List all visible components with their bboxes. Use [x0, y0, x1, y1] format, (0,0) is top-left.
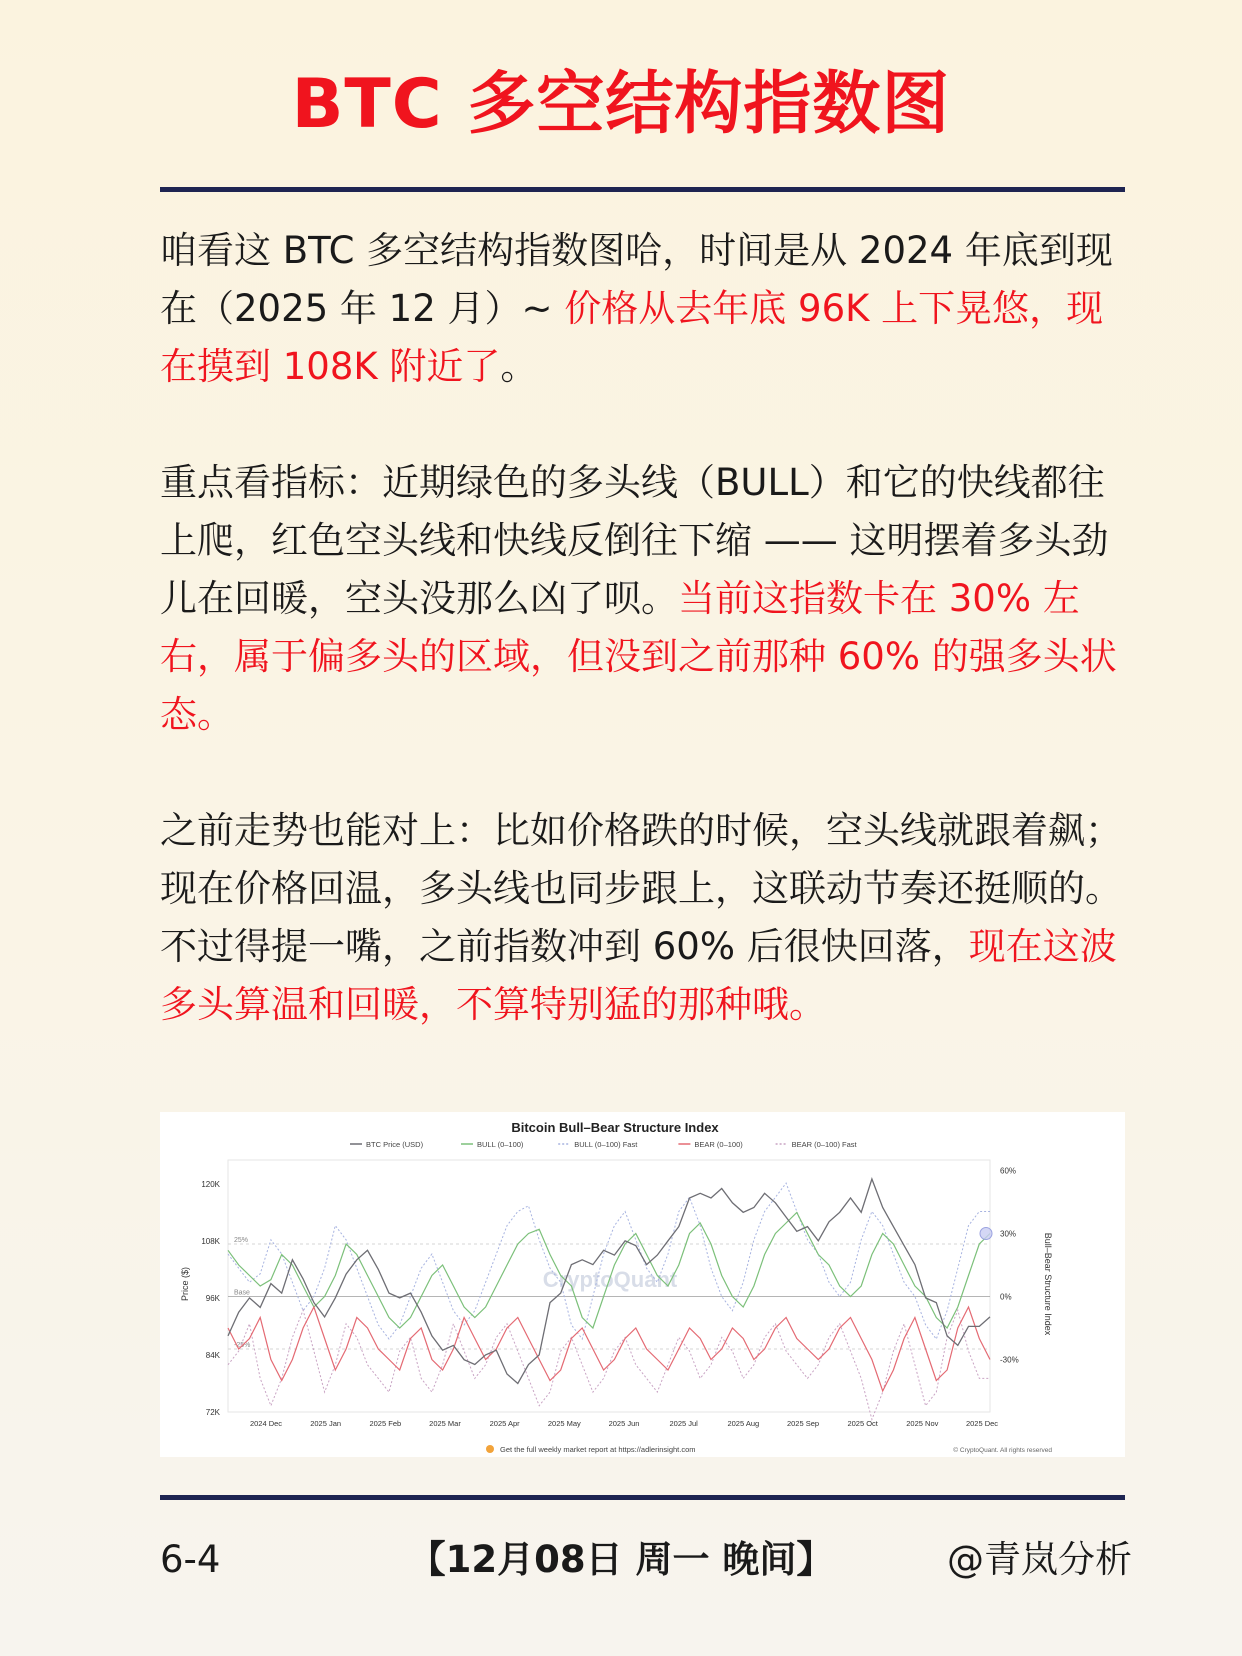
y2-tick-label: -30% — [1000, 1355, 1019, 1365]
text-segment: 之前走势也能对上：比如价格跌的时候，空头线就跟着飙；现在价格回温，多头线也同步跟上，这联动节奏还挺顺的。不过得提一嘴，之前指数冲到 60% 后很快回落， — [160, 809, 1122, 968]
reference-label: Base — [234, 1289, 250, 1297]
legend-label: BEAR (0–100) — [694, 1140, 743, 1149]
chart-y-label: Price ($) — [180, 1266, 190, 1302]
bull-bear-chart — [160, 1112, 1125, 1457]
legend-label: BTC Price (USD) — [366, 1140, 424, 1149]
x-tick-label: 2025 Feb — [369, 1419, 402, 1428]
chart-bottom-badge — [486, 1445, 494, 1453]
y-tick-label: 120K — [201, 1179, 220, 1189]
top-divider — [160, 187, 1125, 192]
y-tick-label: 108K — [201, 1236, 220, 1246]
paragraph-1 — [160, 222, 1135, 396]
y2-tick-label: 30% — [1000, 1229, 1017, 1239]
y-tick-label: 84K — [205, 1350, 220, 1360]
chart-y2-label: Bull–Bear Structure Index — [1043, 1232, 1053, 1336]
date-label: 【12月08日 周一 晚间】 — [408, 1538, 834, 1581]
y-tick-label: 72K — [205, 1408, 220, 1417]
chart-watermark: CryptoQuant — [542, 1267, 678, 1292]
x-tick-label: 2025 Mar — [429, 1419, 461, 1428]
chart-footer-note: Get the full weekly market report at https://adlerinsight.com — [500, 1445, 696, 1454]
x-tick-label: 2025 Oct — [847, 1419, 878, 1428]
text-segment: 现在这波多头算温和回暖，不算特别猛的那种哦。 — [160, 925, 1117, 1026]
y-tick-label: 96K — [205, 1293, 220, 1303]
bottom-divider — [160, 1495, 1125, 1500]
x-tick-label: 2025 Nov — [906, 1419, 939, 1428]
x-tick-label: 2025 Aug — [727, 1419, 760, 1428]
x-tick-label: 2025 Jan — [310, 1419, 342, 1428]
legend-label: BEAR (0–100) Fast — [791, 1140, 857, 1149]
x-tick-label: 2025 Apr — [489, 1419, 520, 1428]
x-tick-label: 2025 May — [547, 1419, 581, 1428]
reference-label: 25% — [234, 1237, 249, 1244]
article-body — [160, 222, 1135, 1092]
page-number: 6-4 — [160, 1538, 221, 1581]
current-value-marker — [980, 1228, 992, 1240]
x-tick-label: 2025 Dec — [965, 1419, 999, 1428]
text-segment: 。 — [500, 345, 538, 388]
chart-title: Bitcoin Bull–Bear Structure Index — [511, 1120, 719, 1135]
y2-tick-label: 0% — [1000, 1292, 1012, 1302]
bull-fast-line — [228, 1183, 990, 1339]
text-segment: 咱看这 BTC 多空结构指数图哈，时间是从 2024 年底到现在（2025 年 12 月）~ — [160, 229, 1113, 330]
author-handle: @青岚分析 — [947, 1538, 1132, 1581]
text-segment: 重点看指标：近期绿色的多头线（BULL）和它的快线都往上爬，红色空头线和快线反倒往下缩 —— 这明摆着多头劲儿在回暖，空头没那么凶了呗。 — [160, 461, 1109, 620]
page-title: BTC 多空结构指数图 — [291, 65, 951, 144]
reference-label: -25% — [234, 1342, 251, 1349]
x-tick-label: 2024 Dec — [249, 1419, 283, 1428]
legend-label: BULL (0–100) — [477, 1140, 524, 1149]
paragraph-2 — [160, 454, 1135, 744]
chart-credit: © CryptoQuant. All rights reserved — [953, 1447, 1052, 1454]
text-segment: 当前这指数卡在 30% 左右，属于偏多头的区域，但没到之前那种 60% 的强多头状态。 — [160, 577, 1117, 736]
chart-svg — [160, 1112, 1125, 1457]
y2-tick-label: 60% — [1000, 1166, 1017, 1176]
x-tick-label: 2025 Sep — [786, 1419, 820, 1428]
text-segment: 价格从去年底 96K 上下晃悠，现在摸到 108K 附近了 — [160, 287, 1104, 388]
x-tick-label: 2025 Jun — [608, 1419, 640, 1428]
x-tick-label: 2025 Jul — [669, 1419, 698, 1428]
legend-label: BULL (0–100) Fast — [574, 1140, 638, 1149]
paragraph-3 — [160, 802, 1135, 1034]
